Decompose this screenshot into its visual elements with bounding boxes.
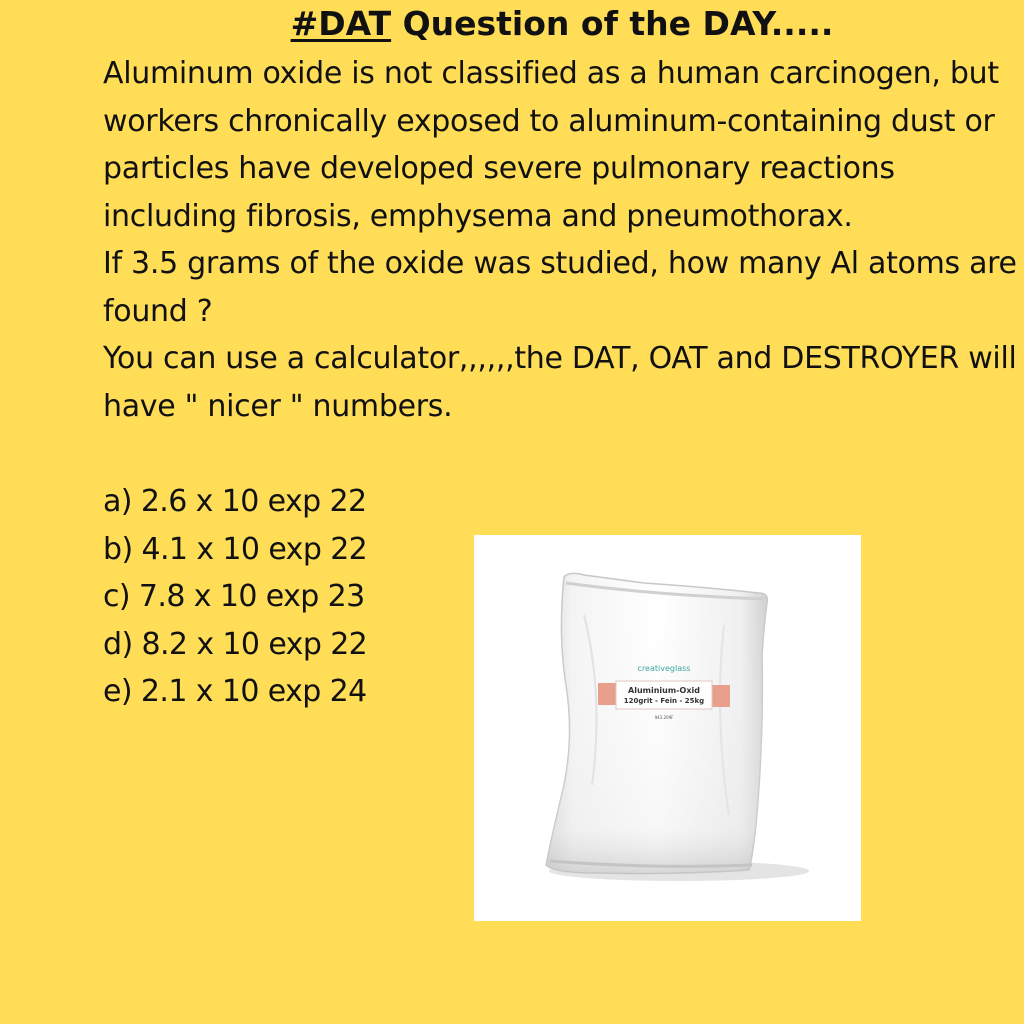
answer-options — [103, 478, 367, 716]
bag-brand-text: creativeglass — [637, 664, 691, 673]
label-band-left — [598, 683, 616, 705]
title-text: Question of the DAY..... — [391, 4, 834, 43]
question-paragraph-background: Aluminum oxide is not classified as a human carcinogen, but workers chronically exposed to aluminum-containing dust or particles have developed severe pulmonary reactions including fibrosis, emphysema and pneumothorax. — [103, 56, 999, 234]
option-a: a) 2.6 x 10 exp 22 — [103, 484, 367, 519]
bag-label-line1: Aluminium-Oxid — [628, 686, 700, 695]
bag-label-code: 943.209F — [654, 715, 674, 720]
option-c: c) 7.8 x 10 exp 23 — [103, 579, 365, 614]
title-hashtag: #DAT — [290, 4, 392, 43]
option-b: b) 4.1 x 10 exp 22 — [103, 531, 368, 567]
page-title — [0, 2, 1024, 46]
question-text — [103, 50, 1021, 430]
product-photo — [474, 535, 861, 921]
question-paragraph-note: You can use a calculator,,,,,,the DAT, OAT and DESTROYER will have " nicer " numbers. — [103, 341, 1017, 424]
aluminium-oxide-bag-image — [474, 535, 861, 921]
bag-body-shade — [546, 573, 767, 873]
question-paragraph-ask: If 3.5 grams of the oxide was studied, how many Al atoms are found ? — [103, 246, 1017, 329]
option-e: e) 2.1 x 10 exp 24 — [103, 674, 367, 709]
option-d: d) 8.2 x 10 exp 22 — [103, 626, 368, 662]
bag-label-line2: 120grit - Fein - 25kg — [623, 697, 705, 705]
label-band-right — [712, 685, 730, 707]
